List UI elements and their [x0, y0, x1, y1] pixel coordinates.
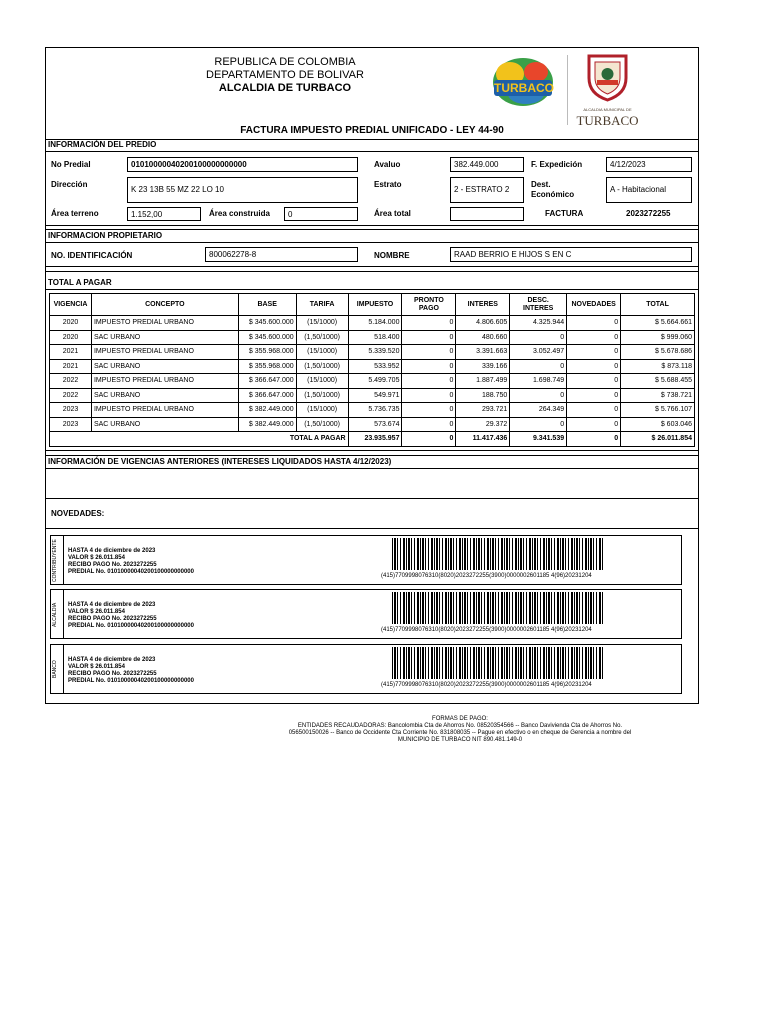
cell-base: $ 366.647.000: [238, 374, 296, 389]
avaluo-label: Avaluo: [374, 160, 401, 169]
col-header: BASE: [238, 294, 296, 316]
table-row: [50, 316, 695, 331]
stub-recibo: RECIBO PAGO No. 2023272255: [68, 671, 157, 677]
cell-novedades: 0: [567, 316, 621, 331]
cell-base: $ 366.647.000: [238, 388, 296, 403]
cell-tarifa: (1,50/1000): [296, 330, 348, 345]
cell-base: $ 345.600.000: [238, 330, 296, 345]
factura-value: 2023272255: [626, 209, 671, 218]
barcode-text: (415)7709998076310(8020)2023272255(3900)0000002601185 4(96)20231204: [381, 682, 592, 688]
total-pronto-pago: 0: [402, 432, 456, 447]
alcaldia-logo-big: TURBACO: [576, 113, 639, 128]
formas-line2: 056500150026 -- Banco de Occidente Cta Corriente No. 831808035 -- Pague en efectivo o en cheque de Gerencia a nombre del: [288, 730, 632, 736]
cell-interes: 480.660: [456, 330, 510, 345]
no-predial-label: No Predial: [51, 160, 91, 169]
cell-interes: 4.806.605: [456, 316, 510, 331]
payment-stub: [50, 589, 682, 639]
stub-info: [68, 548, 194, 576]
cell-total: $ 5.688.455: [621, 374, 695, 389]
stub-valor: VALOR $ 26.011.854: [68, 555, 125, 561]
cell-desc-interes: 0: [510, 359, 567, 374]
avaluo-value: 382.449.000: [450, 157, 524, 172]
cell-pronto-pago: 0: [402, 374, 456, 389]
cell-pronto-pago: 0: [402, 316, 456, 331]
nombre-value: RAAD BERRIO E HIJOS S EN C: [450, 247, 692, 262]
cell-vigencia: 2021: [50, 345, 92, 360]
identificacion-label: NO. IDENTIFICACIÓN: [51, 251, 133, 260]
vigencias-section-title: INFORMACIÓN DE VIGENCIAS ANTERIORES (INTERESES LIQUIDADOS HASTA 4/12/2023): [48, 457, 392, 466]
barcode-text: (415)7709998076310(8020)2023272255(3900)0000002601185 4(96)20231204: [381, 573, 592, 579]
factura-label: FACTURA: [545, 209, 584, 218]
table-row: [50, 403, 695, 418]
cell-interes: 29.372: [456, 417, 510, 432]
header-republica: REPUBLICA DE COLOMBIA: [214, 56, 356, 68]
cell-novedades: 0: [567, 359, 621, 374]
turbaco-logo-text: TURBACO: [494, 81, 554, 95]
vigencias-section: [45, 455, 699, 529]
stub-side-divider: [63, 536, 64, 584]
alcaldia-logo: [575, 52, 640, 130]
cell-vigencia: 2020: [50, 316, 92, 331]
alcaldia-logo-small: ALCALDIA MUNICIPAL DE: [583, 107, 632, 112]
direccion-label: Dirección: [51, 180, 88, 189]
stub-hasta: HASTA 4 de diciembre de 2023: [68, 548, 156, 554]
cell-vigencia: 2023: [50, 403, 92, 418]
barcode-text: (415)7709998076310(8020)2023272255(3900)0000002601185 4(96)20231204: [381, 627, 592, 633]
cell-interes: 188.750: [456, 388, 510, 403]
col-header: VIGENCIA: [50, 294, 92, 316]
total-table-body: [50, 316, 695, 447]
area-total-value: [450, 207, 524, 221]
cell-total: $ 873.118: [621, 359, 695, 374]
stub-valor: VALOR $ 26.011.854: [68, 609, 125, 615]
stub-predial: PREDIAL No. 01010000040200100000000000: [68, 678, 194, 684]
area-total-label: Área total: [374, 209, 411, 218]
cell-impuesto: 5.499.705: [348, 374, 402, 389]
cell-desc-interes: 1.698.749: [510, 374, 567, 389]
predio-title-rule: [45, 151, 699, 152]
formas-title: FORMAS DE PAGO:: [432, 716, 488, 722]
cell-vigencia: 2020: [50, 330, 92, 345]
total-section-title: TOTAL A PAGAR: [48, 278, 112, 287]
cell-vigencia: 2023: [50, 417, 92, 432]
direccion-value: K 23 13B 55 MZ 22 LO 10: [127, 177, 358, 203]
cell-base: $ 355.968.000: [238, 359, 296, 374]
cell-tarifa: (1,50/1000): [296, 417, 348, 432]
cell-impuesto: 5.736.735: [348, 403, 402, 418]
cell-total: $ 5.678.686: [621, 345, 695, 360]
header-departamento: DEPARTAMENTO DE BOLIVAR: [206, 69, 364, 81]
stub-hasta: HASTA 4 de diciembre de 2023: [68, 602, 156, 608]
col-header: DESC. INTERES: [510, 294, 567, 316]
vigencias-title-rule: [45, 468, 699, 469]
cell-novedades: 0: [567, 388, 621, 403]
cell-total: $ 5.664.661: [621, 316, 695, 331]
col-header: CONCEPTO: [91, 294, 238, 316]
formas-de-pago: [260, 716, 660, 744]
stub-recibo: RECIBO PAGO No. 2023272255: [68, 562, 157, 568]
payment-stub: [50, 644, 682, 694]
barcode: [392, 592, 604, 624]
stub-side-divider: [63, 645, 64, 693]
cell-tarifa: (1,50/1000): [296, 359, 348, 374]
cell-concepto: SAC URBANO: [91, 388, 238, 403]
stub-predial: PREDIAL No. 01010000040200100000000000: [68, 569, 194, 575]
cell-tarifa: (15/1000): [296, 374, 348, 389]
stub-predial: PREDIAL No. 01010000040200100000000000: [68, 623, 194, 629]
turbaco-logo: [488, 52, 558, 118]
table-total-row: [50, 432, 695, 447]
total-novedades: 0: [567, 432, 621, 447]
cell-pronto-pago: 0: [402, 330, 456, 345]
cell-base: $ 382.449.000: [238, 403, 296, 418]
cell-vigencia: 2022: [50, 374, 92, 389]
total-total: $ 26.011.854: [621, 432, 695, 447]
stub-recibo: RECIBO PAGO No. 2023272255: [68, 616, 157, 622]
total-pagar-label: TOTAL A PAGAR: [50, 432, 349, 447]
cell-desc-interes: 4.325.944: [510, 316, 567, 331]
area-construida-label: Área construida: [209, 209, 270, 218]
table-row: [50, 388, 695, 403]
cell-total: $ 738.721: [621, 388, 695, 403]
cell-impuesto: 5.339.520: [348, 345, 402, 360]
stub-side-label: CONTRIBUYENTE: [52, 539, 58, 582]
cell-interes: 293.721: [456, 403, 510, 418]
propietario-title-rule: [45, 242, 699, 243]
cell-impuesto: 533.952: [348, 359, 402, 374]
area-terreno-value: 1.152,00: [127, 207, 201, 221]
stub-side-label: ALCALDIA: [52, 602, 58, 627]
cell-impuesto: 573.674: [348, 417, 402, 432]
total-title-rule: [45, 289, 699, 290]
cell-novedades: 0: [567, 403, 621, 418]
payment-stub: [50, 535, 682, 585]
dest-value: A - Habitacional: [606, 177, 692, 203]
cell-vigencia: 2021: [50, 359, 92, 374]
document-title: FACTURA IMPUESTO PREDIAL UNIFICADO - LEY 44-90: [240, 125, 504, 136]
table-row: [50, 374, 695, 389]
total-impuesto: 23.935.957: [348, 432, 402, 447]
area-construida-value: 0: [284, 207, 358, 221]
cell-impuesto: 5.184.000: [348, 316, 402, 331]
identificacion-value: 800062278-8: [205, 247, 358, 262]
total-interes: 11.417.436: [456, 432, 510, 447]
stub-side-divider: [63, 590, 64, 638]
cell-novedades: 0: [567, 417, 621, 432]
stub-side-label: BANCO: [52, 660, 58, 679]
total-desc-interes: 9.341.539: [510, 432, 567, 447]
cell-novedades: 0: [567, 345, 621, 360]
cell-concepto: IMPUESTO PREDIAL URBANO: [91, 403, 238, 418]
cell-novedades: 0: [567, 374, 621, 389]
cell-pronto-pago: 0: [402, 359, 456, 374]
cell-desc-interes: 264.349: [510, 403, 567, 418]
cell-vigencia: 2022: [50, 388, 92, 403]
cell-total: $ 5.766.107: [621, 403, 695, 418]
dest-label: Dest. Económico: [531, 180, 575, 199]
cell-desc-interes: 0: [510, 417, 567, 432]
table-row: [50, 359, 695, 374]
col-header: IMPUESTO: [348, 294, 402, 316]
cell-concepto: SAC URBANO: [91, 417, 238, 432]
cell-total: $ 999.060: [621, 330, 695, 345]
formas-line1: ENTIDADES RECAUDADORAS: Bancolombia Cta de Ahorros No. 08520354566 -- Banco Davivienda Cta de Ahorros No.: [297, 723, 623, 729]
cell-base: $ 355.968.000: [238, 345, 296, 360]
stub-hasta: HASTA 4 de diciembre de 2023: [68, 657, 156, 663]
cell-pronto-pago: 0: [402, 403, 456, 418]
novedades-label: NOVEDADES:: [51, 509, 105, 518]
cell-pronto-pago: 0: [402, 417, 456, 432]
total-table-header: [50, 294, 695, 316]
header-alcaldia: ALCALDIA DE TURBACO: [218, 82, 352, 94]
cell-total: $ 603.046: [621, 417, 695, 432]
col-header: INTERES: [456, 294, 510, 316]
total-table-wrap: [49, 293, 695, 447]
cell-impuesto: 549.971: [348, 388, 402, 403]
f-expedicion-label: F. Expedición: [531, 160, 583, 169]
cell-interes: 3.391.663: [456, 345, 510, 360]
cell-tarifa: (15/1000): [296, 403, 348, 418]
estrato-value: 2 - ESTRATO 2: [450, 177, 524, 203]
header-block: [175, 56, 395, 95]
col-header: NOVEDADES: [567, 294, 621, 316]
barcode: [392, 647, 604, 679]
cell-impuesto: 518.400: [348, 330, 402, 345]
cell-novedades: 0: [567, 330, 621, 345]
cell-concepto: IMPUESTO PREDIAL URBANO: [91, 316, 238, 331]
table-row: [50, 417, 695, 432]
cell-desc-interes: 0: [510, 330, 567, 345]
cell-pronto-pago: 0: [402, 345, 456, 360]
cell-concepto: SAC URBANO: [91, 330, 238, 345]
cell-concepto: IMPUESTO PREDIAL URBANO: [91, 345, 238, 360]
table-row: [50, 345, 695, 360]
barcode: [392, 538, 604, 570]
cell-interes: 339.166: [456, 359, 510, 374]
predio-section-title: INFORMACIÓN DEL PREDIO: [48, 140, 157, 149]
area-terreno-label: Área terreno: [51, 209, 99, 218]
cell-tarifa: (15/1000): [296, 316, 348, 331]
no-predial-value: 01010000040200100000000000: [127, 157, 358, 172]
estrato-label: Estrato: [374, 180, 402, 189]
stub-info: [68, 657, 194, 685]
cell-interes: 1.887.499: [456, 374, 510, 389]
cell-pronto-pago: 0: [402, 388, 456, 403]
cell-tarifa: (15/1000): [296, 345, 348, 360]
col-header: PRONTO PAGO: [402, 294, 456, 316]
cell-tarifa: (1,50/1000): [296, 388, 348, 403]
stub-valor: VALOR $ 26.011.854: [68, 664, 125, 670]
f-expedicion-value: 4/12/2023: [606, 157, 692, 172]
cell-concepto: SAC URBANO: [91, 359, 238, 374]
table-row: [50, 330, 695, 345]
nombre-label: NOMBRE: [374, 251, 410, 260]
cell-concepto: IMPUESTO PREDIAL URBANO: [91, 374, 238, 389]
col-header: TOTAL: [621, 294, 695, 316]
cell-desc-interes: 0: [510, 388, 567, 403]
logo-divider: [567, 55, 568, 125]
cell-base: $ 345.600.000: [238, 316, 296, 331]
formas-line3: MUNICIPIO DE TURBACO NIT 890.481.149-0: [397, 737, 523, 743]
vigencias-novedades-rule: [45, 498, 699, 499]
stub-info: [68, 602, 194, 630]
total-table: [49, 293, 695, 447]
propietario-section-title: INFORMACION PROPIETARIO: [48, 231, 163, 240]
cell-base: $ 382.449.000: [238, 417, 296, 432]
col-header: TARIFA: [296, 294, 348, 316]
cell-desc-interes: 3.052.497: [510, 345, 567, 360]
